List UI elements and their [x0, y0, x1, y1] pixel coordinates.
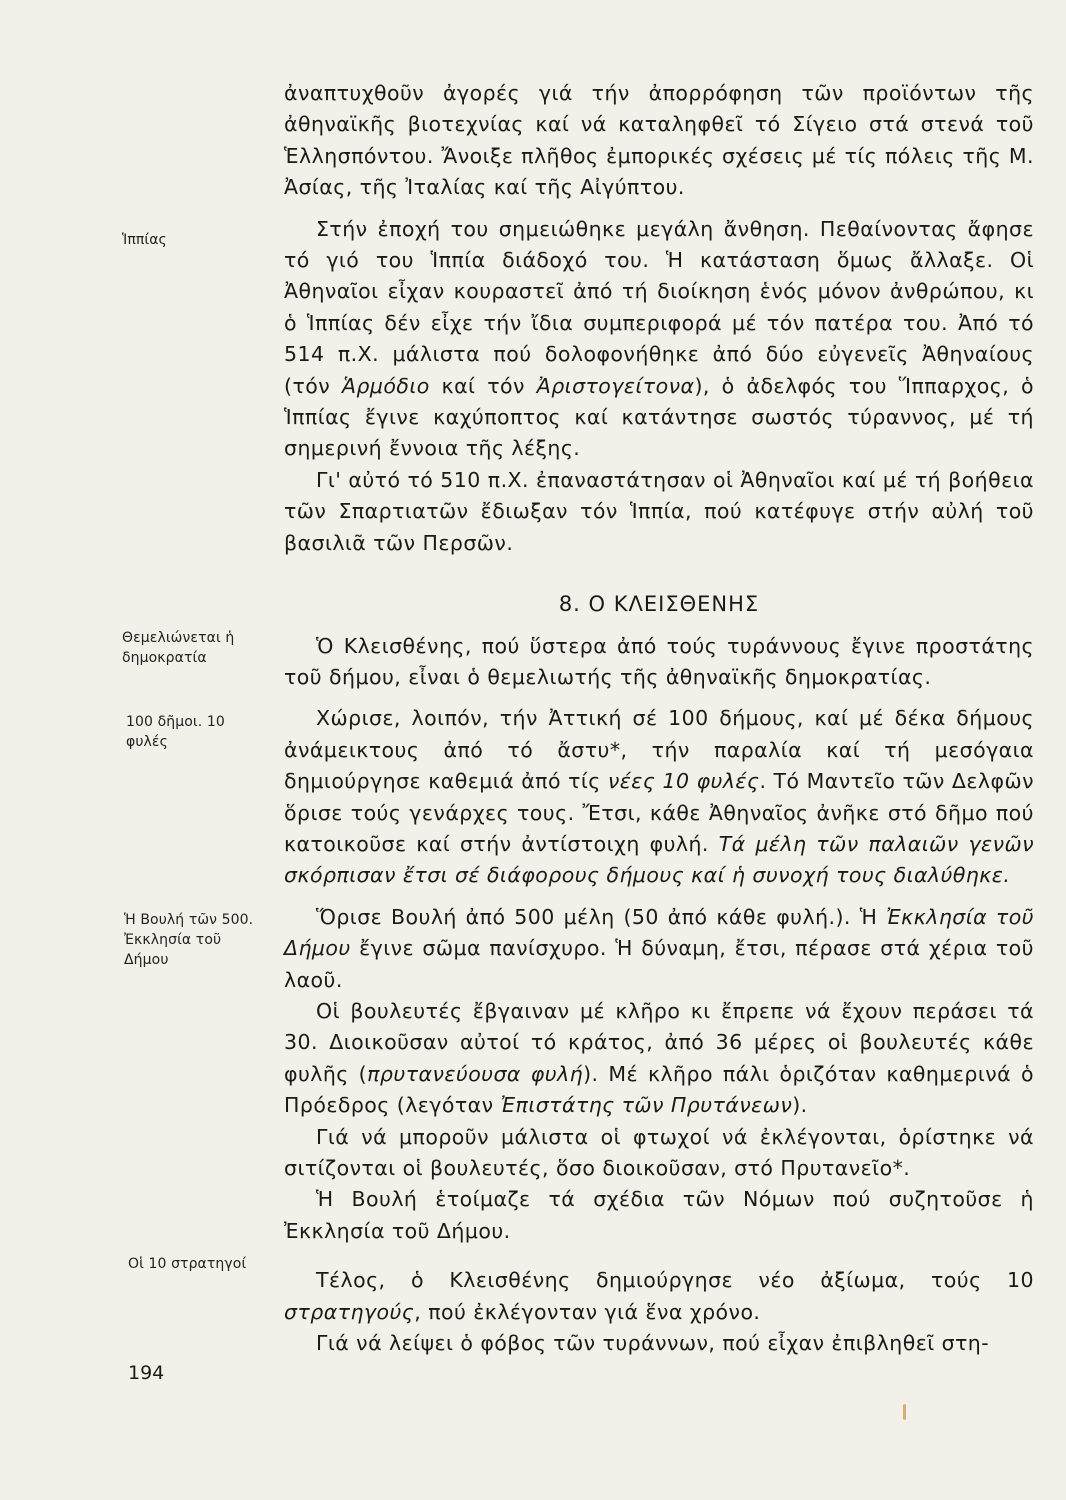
paragraph-revolt: Γι' αὐτό τό 510 π.Χ. ἐπαναστάτησαν οἱ Ἀθηναῖοι καί μέ τή βοήθεια τῶν Σπαρτιατῶν ἔδιωξαν τόν Ἱππία, πού κατέφυγε στήν αὐλή τοῦ βασιλιᾶ τῶν Περσῶν.: [284, 467, 1034, 555]
paragraph-demes: Χώρισε, λοιπόν, τήν Ἀττική σέ 100 δήμους, καί μέ δέκα δήμους ἀνάμεικτους ἀπό τό ἄστυ*, τήν παραλία καί τή μεσόγαια δημιούργησε καθεμιά ἀπό τίς νέες 10 φυλές. Τό Μαντεῖο τῶν Δελφῶν ὅρισε τούς γενάρχες τους. Ἔτσι, κάθε Ἀθηναῖος ἀνῆκε στό δῆμο πού κατοικοῦσε καί στήν ἀντίστοιχη φυλή. Τά μέλη τῶν παλαιῶν γενῶν σκόρπισαν ἔτσι σέ διάφορους δήμους καί ἡ συνοχή τους διαλύθηκε.: [284, 706, 1034, 888]
paragraph-boule: Ὅρισε Βουλή ἀπό 500 μέλη (50 ἀπό κάθε φυλή.). Ἡ Ἐκκλησία τοῦ Δήμου ἔγινε σῶμα πανίσχυρο. Ἡ δύναμη, ἔτσι, πέρασε στά χέρια τοῦ λαοῦ.: [284, 904, 1034, 992]
paragraph-hippias: Στήν ἐποχή του σημειώθηκε μεγάλη ἄνθηση. Πεθαίνοντας ἄφησε τό γιό του Ἱππία διάδοχό του. Ἡ κατάσταση ὅμως ἄλλαξε. Οἱ Ἀθηναῖοι εἶχαν κουραστεῖ ἀπό τή διοίκηση ἑνός μόνον ἀνθρώπου, κι ὁ Ἱππίας δέν εἶχε τήν ἴδια συμπεριφορά μέ τόν πατέρα του. Ἀπό τό 514 π.Χ. μάλιστα πού δολοφονήθηκε ἀπό δύο εὐγενεῖς Ἀθηναίους (τόν Ἁρμόδιο καί τόν Ἀριστογείτονα), ὁ ἀδελφός του Ἵππαρχος, ὁ Ἱππίας ἔγινε καχύποπτος καί κατάντησε σωστός τύραννος, μέ τή σημερινή ἔννοια τῆς λέξης.: [284, 216, 1034, 461]
paragraph-strategoi: Τέλος, ὁ Κλεισθένης δημιούργησε νέο ἀξίωμα, τούς 10 στρατηγούς, πού ἐκλέγονταν γιά ἕνα χρόνο.: [284, 1268, 1034, 1324]
margin-note-demes: 100 δῆμοι. 10 φυλές: [126, 714, 225, 750]
paragraph-trade: ἀναπτυχθοῦν ἀγορές γιά τήν ἀπορρόφηση τῶν προϊόντων τῆς ἀθηναϊκῆς βιοτεχνίας καί νά καταληφθεῖ τό Σίγειο στά στενά τοῦ Ἑλλησπόντου. Ἄνοιξε πλῆθος ἐμπορικές σχέσεις μέ τίς πόλεις τῆς Μ. Ἀσίας, τῆς Ἰταλίας καί τῆς Αἰγύπτου.: [284, 81, 1034, 200]
margin-note-strategoi: Οἱ 10 στρατηγοί: [128, 1256, 247, 1272]
paragraph-bouleutes: Οἱ βουλευτές ἔβγαιναν μέ κλῆρο κι ἔπρεπε νά ἔχουν περάσει τά 30. Διοικοῦσαν αὐτοί τό κράτος, ἀπό 36 μέρες οἱ βουλευτές κάθε φυλῆς (πρυτανεύουσα φυλή). Μέ κλῆρο πάλι ὁριζόταν καθημερινά ὁ Πρόεδρος (λεγόταν Ἐπιστάτης τῶν Πρυτάνεων).: [284, 998, 1034, 1118]
paragraph-prytaneion: Γιά νά μποροῦν μάλιστα οἱ φτωχοί νά ἐκλέγονται, ὁρίστηκε νά σιτίζονται οἱ βουλευτές, ὅσο διοικοῦσαν, στό Πρυτανεῖο*.: [284, 1124, 1034, 1180]
paper-mark: [903, 1404, 906, 1420]
section-heading: 8. Ο ΚΛΕΙΣΘΕΝΗΣ: [558, 592, 760, 617]
paragraph-tyrants: Γιά νά λείψει ὁ φόβος τῶν τυράννων, πού εἶχαν ἐπιβληθεῖ στη-: [316, 1331, 990, 1356]
paragraph-kleisthenes: Ὁ Κλεισθένης, πού ὕστερα ἀπό τούς τυράννους ἔγινε προστάτης τοῦ δήμου, εἶναι ὁ θεμελιωτής τῆς ἀθηναϊκῆς δημοκρατίας.: [284, 633, 1034, 689]
margin-note-democracy: Θεμελιώνεται ἡ δημοκρατία: [122, 630, 235, 666]
main-text: [284, 78, 1034, 1359]
paragraph-ekklesia: Ἡ Βουλή ἑτοίμαζε τά σχέδια τῶν Νόμων πού συζητοῦσε ἡ Ἐκκλησία τοῦ Δήμου.: [284, 1187, 1034, 1243]
page-number: 194: [128, 1362, 165, 1384]
margin-note-hippias: Ἱππίας: [122, 232, 167, 248]
margin-note-boule: Ἡ Βουλή τῶν 500. Ἐκκλησία τοῦ Δήμου: [124, 912, 254, 968]
